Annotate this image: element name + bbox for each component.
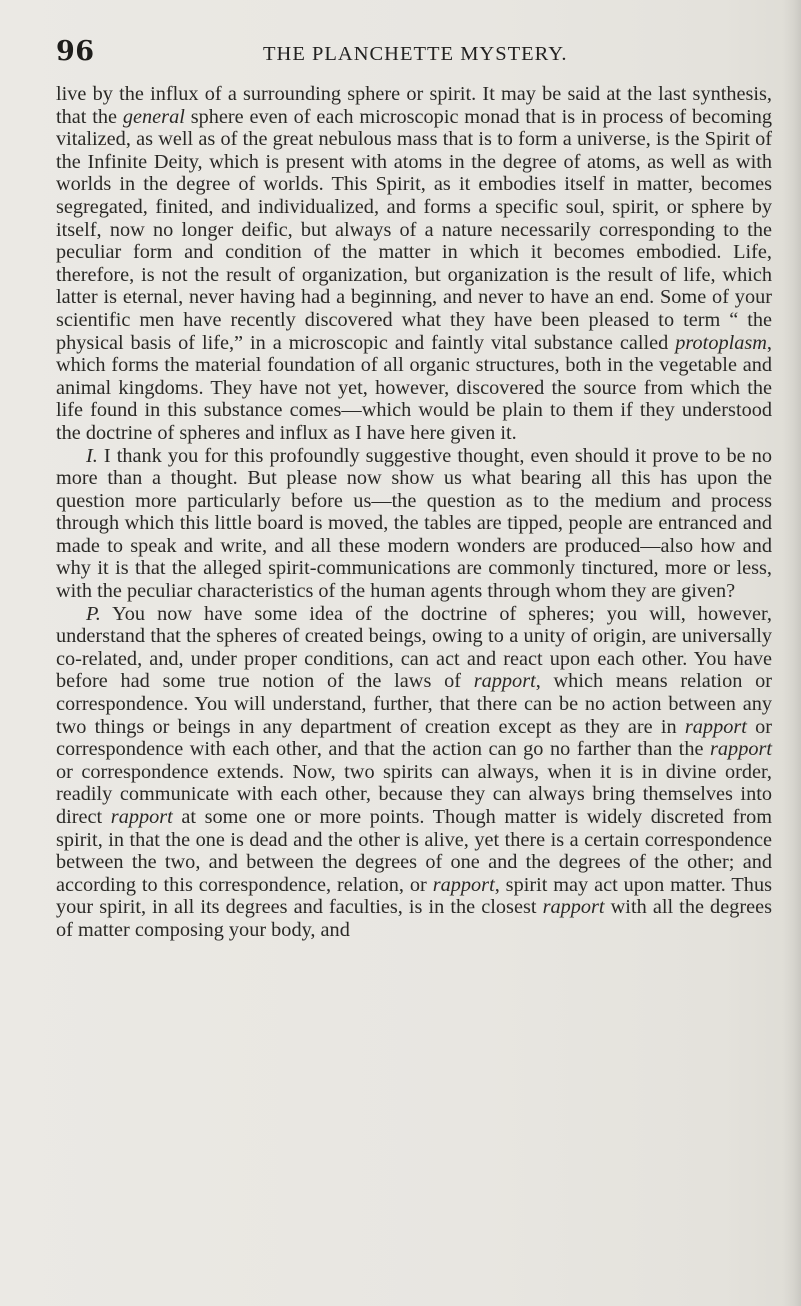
text-run: or correspondence with each other, and that the action can go no farther than the <box>56 715 773 761</box>
text-run: , which forms the material foundation of all organic structures, both in the vegetable and animal kingdoms. They have not yet, however, discovered the source from which the life found in this substance comes—which would be plain to them if they understood the doctrine of spheres and influx as I have here given it. <box>56 331 772 444</box>
page-number: 96 <box>56 36 95 67</box>
speaker-label: I. <box>86 444 98 467</box>
page-edge-shadow <box>783 0 801 1306</box>
italic-term: rapport <box>473 670 536 693</box>
italic-term: protoplasm <box>675 331 767 354</box>
text-run: sphere even of each microscopic monad that is in process of becoming vitalized, as well as of the great nebulous mass that is to form a universe, is the Spirit of the Infinite Deity, which is present with atoms in the degree of atoms, as well as with worlds in the degree of worlds. This Spirit, as it embodies itself in matter, becomes segregated, finited, and individualized, and forms a specific soul, spirit, or sphere by itself, now no longer deific, but always of a nature necessarily corresponding to the peculiar form and condition of the matter in which it becomes embodied. Life, therefore, is not the result of organization, but organization is the result of life, which latter is eternal, never having had a beginning, and never to have an end. Some of your scientific men have recently discovered what they have been pleased to term “ the physical basis of life,” in a microscopic and faintly vital substance called <box>56 105 772 354</box>
page-header <box>56 36 776 76</box>
text-run: , spirit may act upon matter. Thus your spirit, in all its degrees and faculties, is in the closest <box>56 873 772 919</box>
text-run: live by the influx of a surrounding sphere or spirit. It may be said at the last synthesis, that the <box>56 83 772 128</box>
text-run: , which means relation or correspondence. You will understand, further, that there can be no action between any two things or beings in any department of creation except as they are in <box>56 670 772 738</box>
italic-term: rapport <box>710 738 772 761</box>
paragraph <box>56 445 772 603</box>
speaker-label: P. <box>86 602 101 625</box>
paragraph <box>56 603 772 942</box>
text-run: or correspondence extends. Now, two spirits can always, when it is in divine order, readily communicate with each other, because they can always bring themselves into direct <box>56 760 772 828</box>
text-run: with all the degrees of matter composing your body, and <box>56 896 772 941</box>
italic-term: general <box>122 105 185 128</box>
italic-term: rapport <box>684 715 747 738</box>
italic-term: rapport <box>432 873 495 896</box>
italic-term: rapport <box>110 806 173 828</box>
italic-term: rapport <box>542 896 605 919</box>
text-run: I thank you for this profoundly suggestive thought, even should it prove to be no more than a thought. But please now show us what bearing all this has upon the question more particularly before us—the question as to the medium and process through which this little board is moved, the tables are tipped, people are entranced and made to speak and write, and all these modern wonders are produced—also how and why it is that the alleged spirit-communications are commonly tinctured, more or less, with the peculiar characteristics of the human agents through whom they are given? <box>56 444 772 603</box>
running-head: THE PLANCHETTE MYSTERY. <box>263 43 568 65</box>
body-text <box>56 83 772 942</box>
text-run: You now have some idea of the doctrine of spheres; you will, however, understand that the spheres of created beings, owing to a unity of origin, are universally co-related, and, under proper conditions, can act and react upon each other. You have before had some true notion of the laws of <box>56 602 772 693</box>
paragraph <box>56 83 772 445</box>
text-run: at some one or more points. Though matter is widely discreted from spirit, in that the one is dead and the other is alive, yet there is a certain correspondence between the two, and between the degrees of one and the degrees of the other; and according to this correspondence, relation, or <box>56 806 772 896</box>
